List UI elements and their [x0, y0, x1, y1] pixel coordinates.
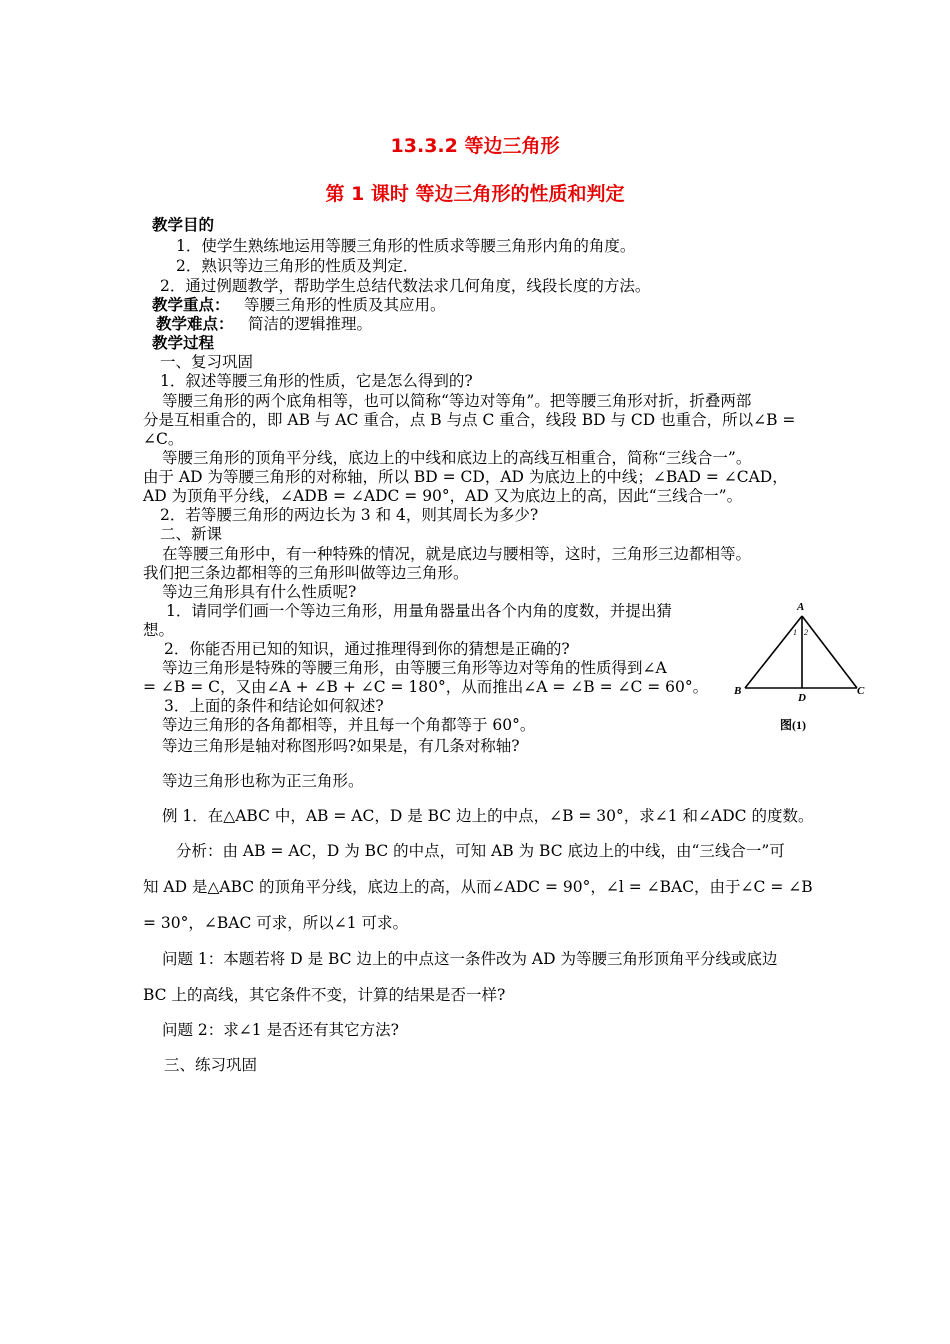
section-practice: 三、练习巩固	[164, 1056, 258, 1074]
question-1-line: 问题 1：本题若将 D 是 BC 边上的中点这一条件改为 AD 为等腰三角形顶角平分线或底边	[162, 950, 778, 968]
goal-2: 2．熟识等边三角形的性质及判定．	[176, 257, 419, 275]
analysis-line: 分析：由 AB = AC，D 为 BC 的中点，可知 AB 为 BC 底边上的中线，由“三线合一”可	[176, 842, 785, 860]
paragraph-line: = ∠B = C，又由∠A + ∠B + ∠C = 180°，从而推出∠A = ∠B = ∠C = 60°。	[143, 678, 709, 696]
paragraph-line: 等边三角形也称为正三角形。	[162, 772, 364, 790]
paragraph-line: 由于 AD 为等腰三角形的对称轴，所以 BD = CD，AD 为底边上的中线；∠BAD = ∠CAD，	[143, 468, 788, 486]
side-ac	[802, 616, 857, 688]
lesson-subtitle: 第 1 课时 等边三角形的性质和判定	[325, 183, 625, 205]
paragraph-line: ∠C。	[143, 430, 184, 448]
paragraph-line: AD 为顶角平分线，∠ADB = ∠ADC = 90°，AD 又为底边上的高，因此“三线合一”。	[143, 487, 743, 505]
triangle-figure	[730, 596, 870, 741]
heading-teaching-goals: 教学目的	[152, 216, 215, 234]
goal-1: 1．使学生熟练地运用等腰三角形的性质求等腰三角形内角的角度。	[176, 237, 636, 255]
paragraph-line: 等边三角形是特殊的等腰三角形，由等腰三角形等边对等角的性质得到∠A	[162, 659, 667, 677]
label-angle-2: 2	[804, 628, 808, 637]
analysis-line: 知 AD 是△ABC 的顶角平分线，底边上的高，从而∠ADC = 90°，∠l = ∠BAC，由于∠C = ∠B	[143, 878, 813, 896]
review-question-1: 1．叙述等腰三角形的性质，它是怎么得到的?	[160, 372, 473, 390]
goal-3: 2．通过例题教学，帮助学生总结代数法求几何角度，线段长度的方法。	[160, 277, 651, 295]
section-review: 一、复习巩固	[160, 353, 254, 371]
section-new-lesson: 二、新课	[160, 525, 223, 543]
side-ab	[745, 616, 802, 688]
label-d: D	[798, 692, 806, 704]
paragraph-line: 等边三角形具有什么性质呢?	[162, 583, 357, 601]
paragraph-line: 等腰三角形的两个底角相等，也可以简称“等边对等角”。把等腰三角形对折，折叠两部	[162, 392, 752, 410]
paragraph-line: 1．请同学们画一个等边三角形，用量角器量出各个内角的度数，并提出猜	[166, 602, 672, 620]
analysis-line: = 30°，∠BAC 可求，所以∠1 可求。	[143, 914, 409, 932]
paragraph-line: 3．上面的条件和结论如何叙述?	[164, 697, 384, 715]
document-title: 13.3.2 等边三角形	[390, 135, 560, 157]
review-question-2: 2．若等腰三角形的两边长为 3 和 4，则其周长为多少?	[160, 506, 539, 524]
paragraph-line: 想。	[143, 621, 175, 639]
paragraph-line: 分是互相重合的，即 AB 与 AC 重合，点 B 与点 C 重合，线段 BD 与 CD 也重合，所以∠B =	[143, 411, 796, 429]
heading-process: 教学过程	[152, 334, 215, 352]
example-1: 例 1．在△ABC 中，AB = AC，D 是 BC 边上的中点，∠B = 30°，求∠1 和∠ADC 的度数。	[162, 807, 814, 825]
paragraph-line: 2．你能否用已知的知识，通过推理得到你的猜想是正确的?	[164, 640, 570, 658]
heading-difficulty: 教学难点：	[156, 315, 234, 333]
label-angle-1: 1	[793, 628, 797, 637]
label-a: A	[797, 601, 805, 613]
question-2: 问题 2：求∠1 是否还有其它方法?	[162, 1021, 399, 1039]
paragraph-line: 等腰三角形的顶角平分线，底边上的中线和底边上的高线互相重合，简称“三线合一”。	[162, 449, 752, 467]
question-1-line: BC 上的高线，其它条件不变，计算的结果是否一样?	[143, 986, 506, 1004]
heading-key-point: 教学重点：	[152, 296, 230, 314]
figure-caption: 图(1)	[780, 718, 806, 732]
paragraph-line: 等边三角形的各角都相等，并且每一个角都等于 60°。	[162, 716, 536, 734]
key-point-text: 等腰三角形的性质及其应用。	[244, 296, 446, 314]
paragraph-line: 在等腰三角形中，有一种特殊的情况，就是底边与腰相等，这时，三角形三边都相等。	[162, 545, 752, 563]
label-b: B	[734, 685, 742, 697]
paragraph-line: 等边三角形是轴对称图形吗?如果是，有几条对称轴?	[162, 737, 520, 755]
difficulty-text: 简洁的逻辑推理。	[248, 315, 373, 333]
label-c: C	[857, 685, 865, 697]
paragraph-line: 我们把三条边都相等的三角形叫做等边三角形。	[143, 564, 469, 582]
